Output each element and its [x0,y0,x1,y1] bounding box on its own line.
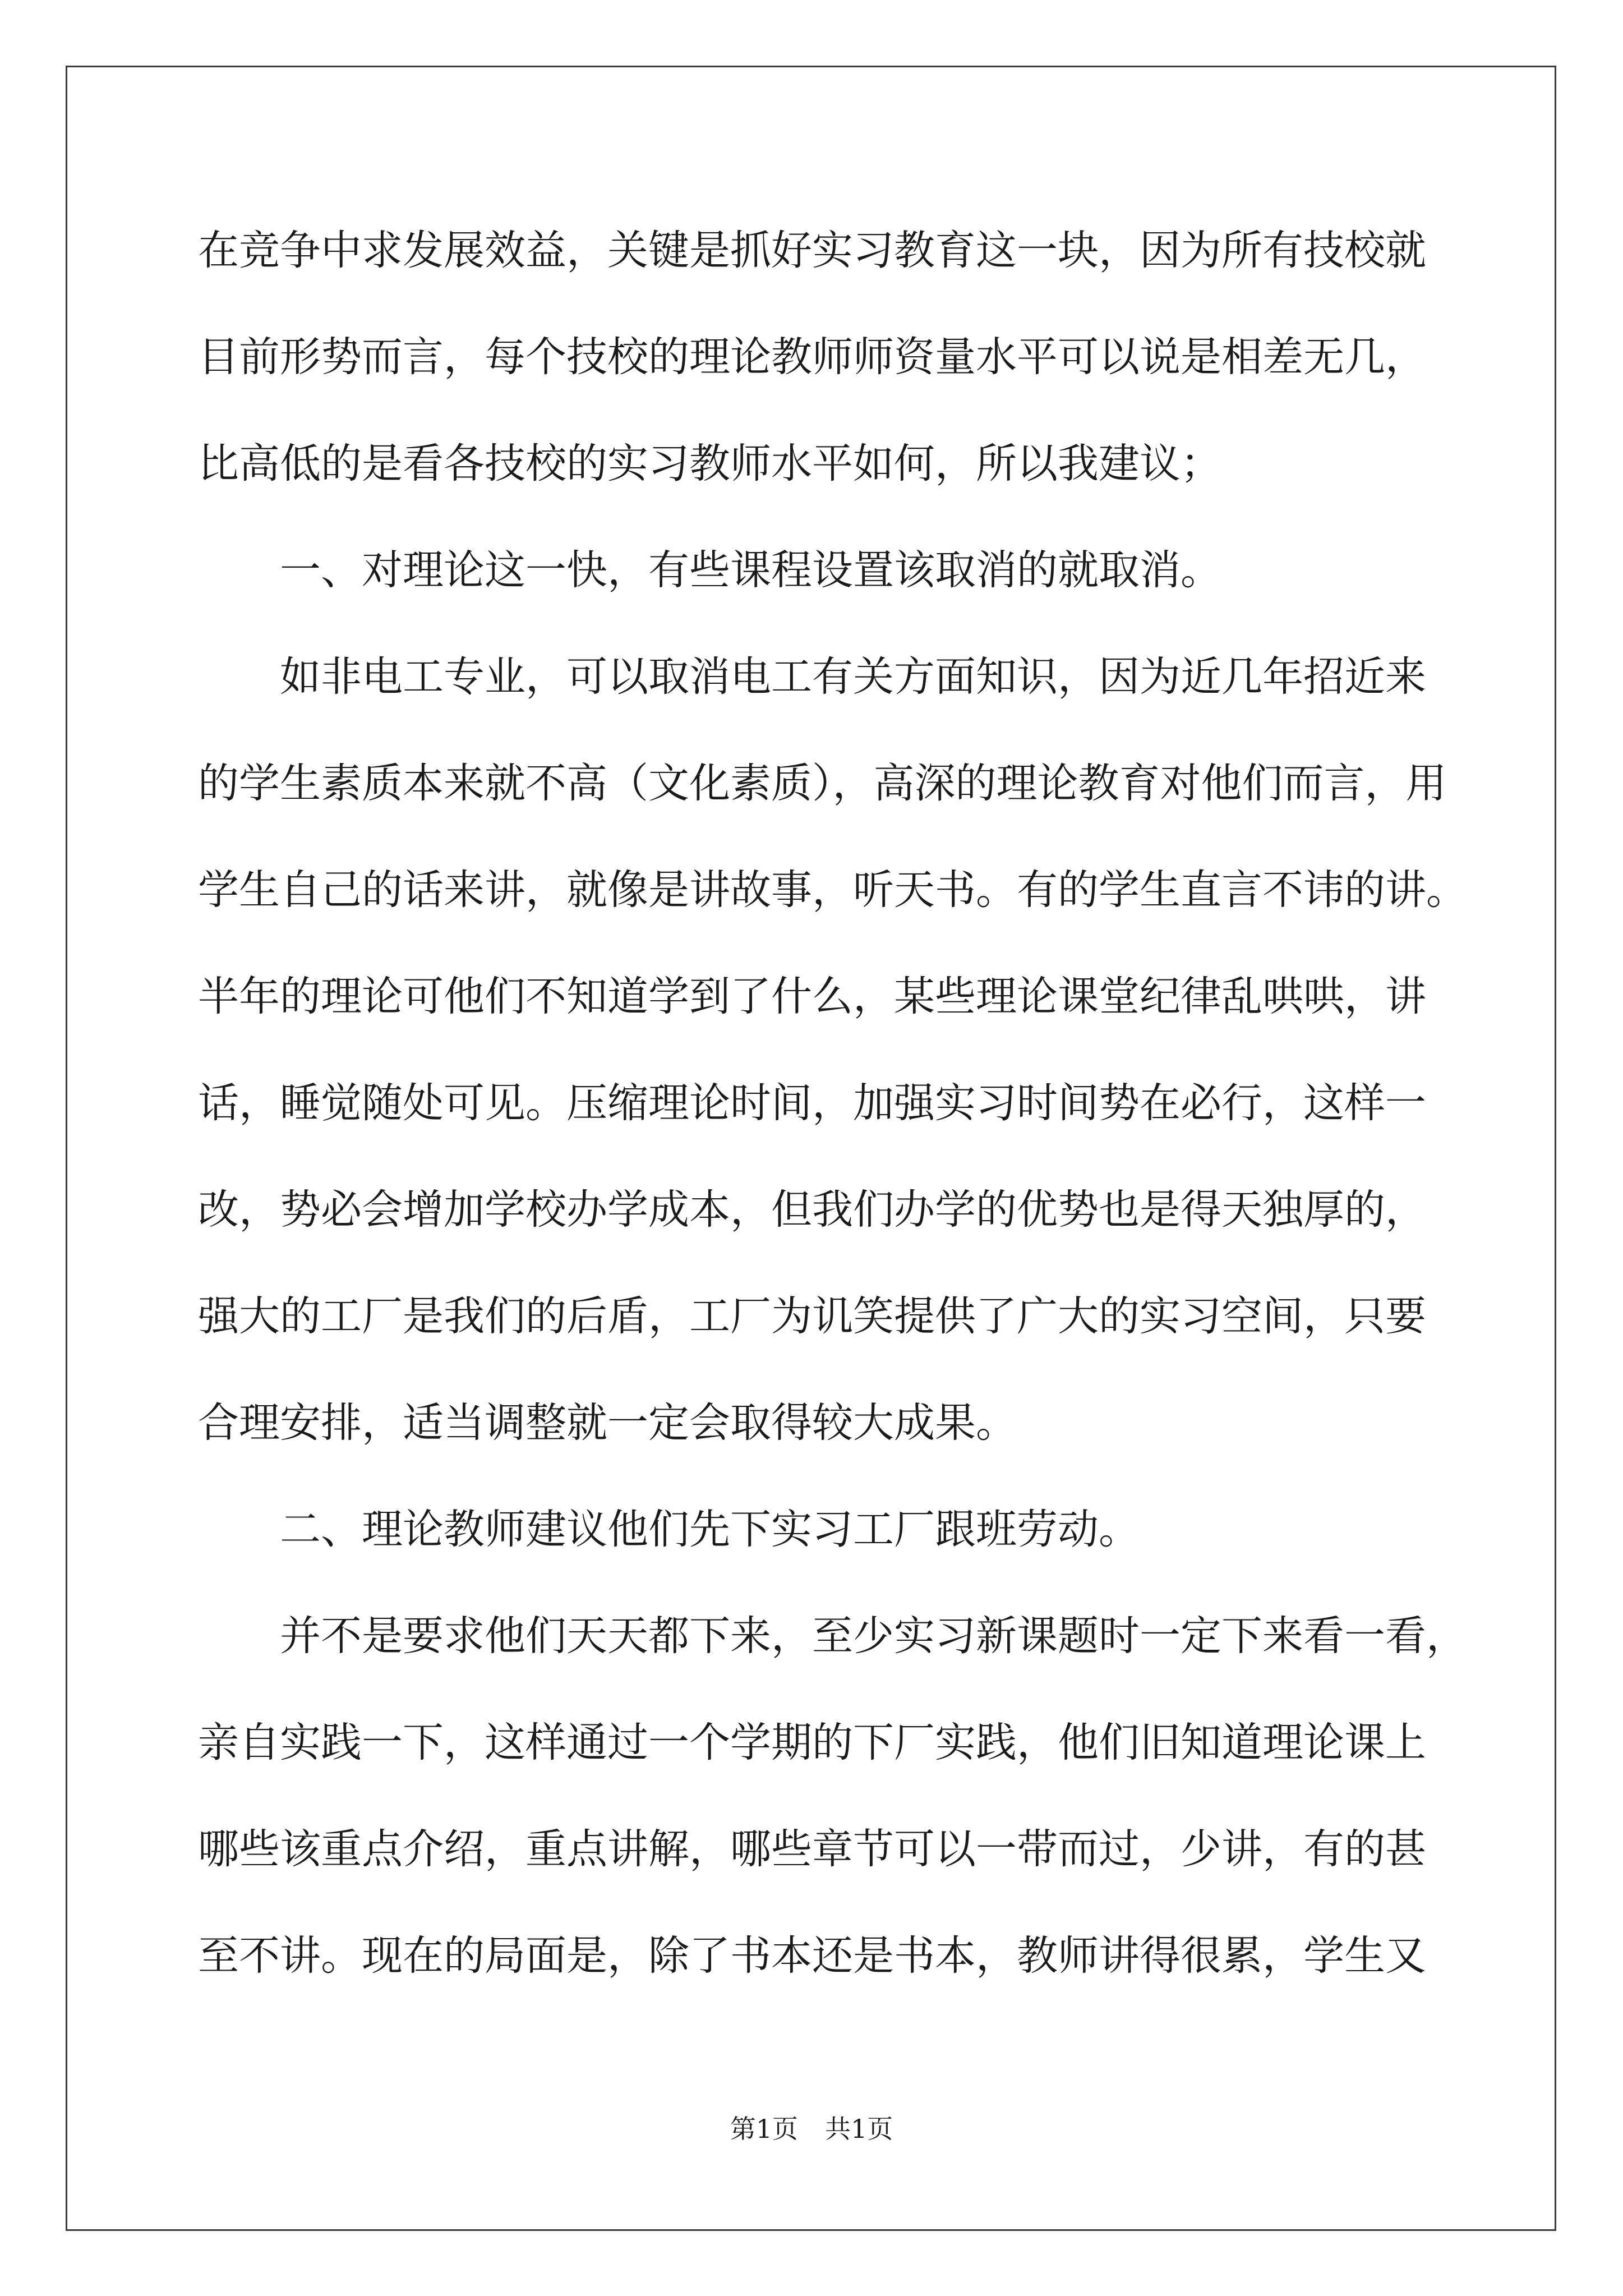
section-heading: 二、理论教师建议他们先下实习工厂跟班劳动。 [280,1506,1140,1553]
text-line: 的学生素质本来就不高（文化素质），高深的理论教育对他们而言，用 [198,760,1447,807]
page-footer [0,2112,1623,2146]
text-line: 半年的理论可他们不知道学到了什么，某些理论课堂纪律乱哄哄，讲 [198,973,1426,1020]
text-line: 哪些该重点介绍，重点讲解，哪些章节可以一带而过，少讲，有的甚 [198,1825,1426,1873]
text-line: 改，势必会增加学校办学成本，但我们办学的优势也是得天独厚的， [198,1186,1426,1234]
text-line: 合理安排，适当调整就一定会取得较大成果。 [198,1399,1017,1447]
page-number: 第1页 [730,2114,798,2144]
text-line: 话，睡觉随处可见。压缩理论时间，加强实习时间势在必行，这样一 [198,1079,1426,1127]
text-line: 亲自实践一下，这样通过一个学期的下厂实践，他们旧知道理论课上 [198,1719,1426,1766]
text-line: 目前形势而言，每个技校的理论教师师资量水平可以说是相差无几， [198,333,1426,381]
text-line: 比高低的是看各技校的实习教师水平如何，所以我建议； [198,440,1221,487]
page-total: 共1页 [825,2114,893,2144]
text-line: 至不讲。现在的局面是，除了书本还是书本，教师讲得很累，学生又 [198,1932,1426,1980]
text-line: 学生自己的话来讲，就像是讲故事，听天书。有的学生直言不讳的讲。 [198,866,1467,914]
section-heading: 一、对理论这一快，有些课程设置该取消的就取消。 [280,546,1221,594]
document-body [198,197,1467,2009]
text-line: 在竞争中求发展效益，关键是抓好实习教育这一块，因为所有技校就 [198,227,1426,274]
text-line: 并不是要求他们天天都下来，至少实习新课题时一定下来看一看， [280,1612,1467,1660]
text-line: 强大的工厂是我们的后盾，工厂为讥笑提供了广大的实习空间，只要 [198,1292,1426,1340]
text-line: 如非电工专业，可以取消电工有关方面知识，因为近几年招近来 [280,653,1426,701]
